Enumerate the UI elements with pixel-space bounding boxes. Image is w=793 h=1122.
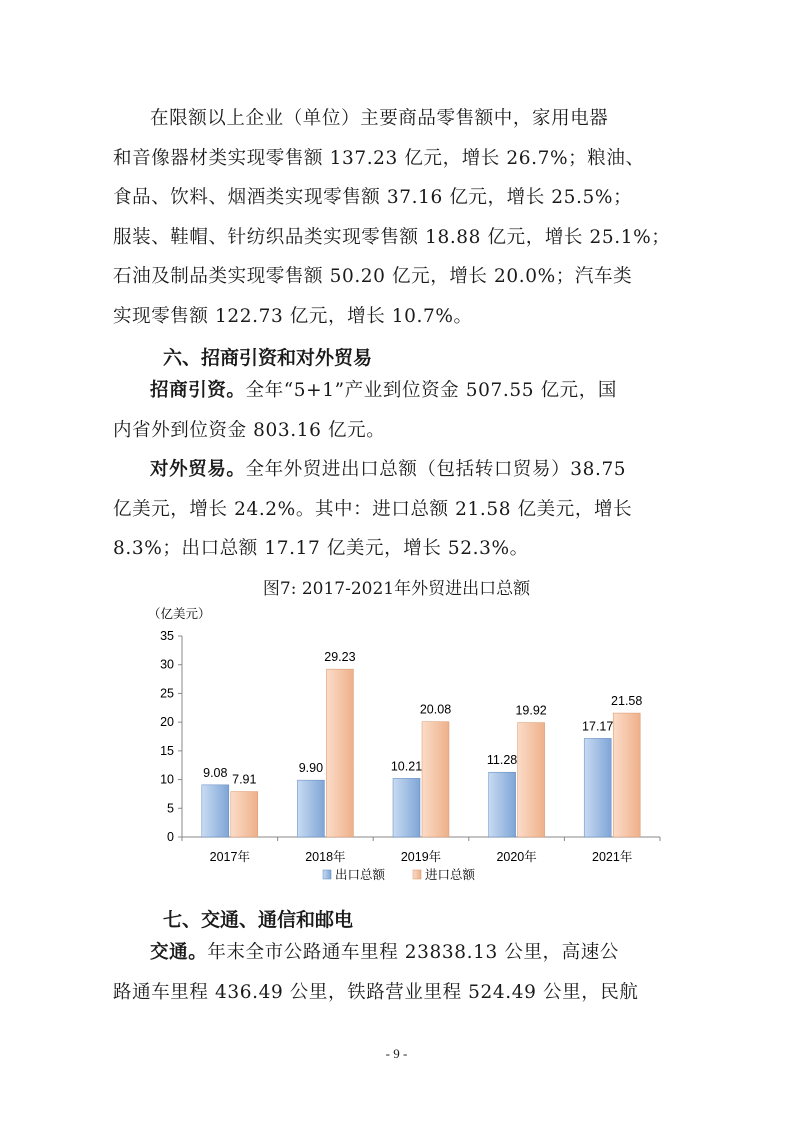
y-tick-label: 0 xyxy=(167,830,174,844)
investment-paragraph xyxy=(113,371,673,450)
y-tick-label: 30 xyxy=(160,657,174,672)
bar-import xyxy=(613,713,640,837)
legend-label: 出口总额 xyxy=(335,868,386,882)
trade-bar-chart xyxy=(130,600,670,890)
data-label-export: 11.28 xyxy=(486,753,518,768)
y-tick-label: 25 xyxy=(160,686,174,701)
retail-line-5: 石油及制品类实现零售额 50.20 亿元，增长 20.0%；汽车类 xyxy=(113,266,633,288)
x-tick-label: 2019年 xyxy=(400,850,442,864)
retail-paragraph xyxy=(113,99,673,337)
bar-export xyxy=(584,738,611,837)
bar-export xyxy=(393,778,420,837)
investment-line-2: 内省外到位资金 803.16 亿元。 xyxy=(113,419,386,441)
bar-export xyxy=(489,772,516,837)
trade-line-3: 8.3%；出口总额 17.17 亿美元，增长 52.3%。 xyxy=(113,538,529,560)
transport-paragraph xyxy=(113,933,673,1012)
data-label-import: 20.08 xyxy=(419,702,452,717)
data-label-import: 19.92 xyxy=(515,703,547,718)
chart-caption: 图7: 2017-2021年外贸进出口总额 xyxy=(262,579,531,599)
x-tick-label: 2017年 xyxy=(209,850,250,864)
section-6-heading: 六、招商引资和对外贸易 xyxy=(163,347,373,369)
data-label-export: 10.21 xyxy=(390,759,423,774)
x-tick-label: 2021年 xyxy=(592,850,633,864)
retail-line-3: 食品、饮料、烟酒类实现零售额 37.16 亿元，增长 25.5%； xyxy=(113,187,633,209)
investment-lead: 招商引资。 xyxy=(150,380,246,401)
bar-import xyxy=(422,722,449,837)
retail-line-4: 服装、鞋帽、针纺织品类实现零售额 18.88 亿元，增长 25.1%； xyxy=(113,226,671,248)
investment-text-1: 全年“5+1”产业到位资金 507.55 亿元，国 xyxy=(245,380,617,401)
retail-line-2: 和音像器材类实现零售额 137.23 亿元，增长 26.7%；粮油、 xyxy=(113,147,645,169)
legend-label: 进口总额 xyxy=(425,868,476,882)
x-tick-label: 2020年 xyxy=(496,850,537,864)
trade-text-1: 全年外贸进出口总额（包括转口贸易）38.75 xyxy=(245,459,627,480)
data-label-import: 7.91 xyxy=(232,772,257,787)
page-number: - 9 - xyxy=(385,1046,408,1061)
bar-import xyxy=(326,669,353,837)
bar-import xyxy=(518,723,545,837)
investment-line-1 xyxy=(113,371,673,411)
transport-line-2: 路通车里程 436.49 公里，铁路营业里程 524.49 公里，民航 xyxy=(113,981,639,1003)
retail-line-1: 在限额以上企业（单位）主要商品零售额中，家用电器 xyxy=(150,108,609,129)
x-tick-label: 2018年 xyxy=(305,850,346,864)
data-label-import: 29.23 xyxy=(324,650,356,665)
trade-line-1 xyxy=(113,450,673,490)
bar-export xyxy=(297,780,324,837)
transport-text-1: 年末全市公路通车里程 23838.13 公里，高速公 xyxy=(207,942,619,963)
section-7-heading: 七、交通、通信和邮电 xyxy=(163,909,354,931)
y-tick-label: 20 xyxy=(160,715,174,730)
data-label-export: 9.90 xyxy=(298,761,324,776)
legend-swatch xyxy=(413,870,421,879)
trade-line-2: 亿美元，增长 24.2%。其中：进口总额 21.58 亿美元，增长 xyxy=(113,498,633,520)
y-axis-unit-label: （亿美元） xyxy=(148,607,211,621)
data-label-export: 9.08 xyxy=(203,765,228,780)
y-tick-label: 10 xyxy=(160,772,174,787)
y-tick-label: 5 xyxy=(167,801,174,816)
retail-line-6: 实现零售额 122.73 亿元，增长 10.7%。 xyxy=(113,305,473,327)
trade-paragraph xyxy=(113,450,673,569)
y-tick-label: 15 xyxy=(160,743,174,758)
bar-import xyxy=(231,792,258,837)
transport-lead: 交通。 xyxy=(150,942,208,963)
data-label-export: 17.17 xyxy=(582,719,614,734)
legend-swatch xyxy=(323,870,331,879)
trade-lead: 对外贸易。 xyxy=(150,459,246,480)
data-label-import: 21.58 xyxy=(611,694,643,709)
transport-line-1 xyxy=(113,933,673,973)
bar-export xyxy=(202,785,229,837)
y-tick-label: 35 xyxy=(160,629,174,643)
